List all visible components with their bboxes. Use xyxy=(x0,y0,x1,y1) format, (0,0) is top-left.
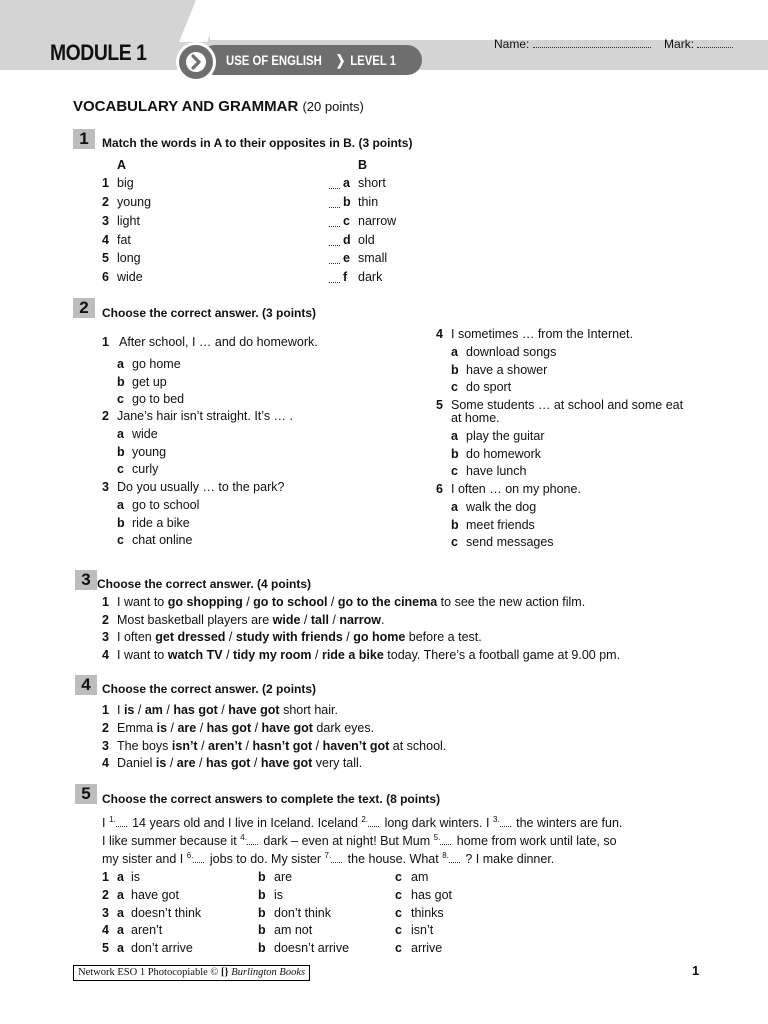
choice-option[interactable]: ride a bike xyxy=(321,648,384,662)
option-letter: c xyxy=(395,906,402,920)
sentence-text: Daniel xyxy=(117,756,156,770)
option-text[interactable]: have a shower xyxy=(466,362,548,377)
choice-option[interactable]: are xyxy=(177,721,197,735)
choice-option[interactable]: narrow xyxy=(339,613,382,627)
exercise-instruction: Match the words in A to their opposites in B. (3 points) xyxy=(102,136,413,150)
section-title-text: VOCABULARY AND GRAMMAR xyxy=(73,98,299,115)
gap-blank[interactable] xyxy=(440,834,451,845)
column-a-header: A xyxy=(117,158,127,172)
text-seg: 14 years old and I live in Iceland. Iceland xyxy=(128,816,362,831)
separator: / xyxy=(311,648,322,662)
choice-option[interactable]: tidy my room xyxy=(233,648,312,662)
question-text: Some students … at school and some eat xyxy=(451,398,684,412)
option-letter: c xyxy=(451,464,458,478)
module-title: MODULE 1 xyxy=(50,40,147,65)
item-letter: a xyxy=(343,176,350,190)
option-letter: c xyxy=(395,870,402,884)
option-text[interactable]: is xyxy=(131,870,141,884)
option-text[interactable]: get up xyxy=(132,374,167,389)
text-seg: ? I make dinner. xyxy=(461,852,555,867)
choice-option[interactable]: go to the cinema xyxy=(337,595,438,609)
text-seg: the house. What xyxy=(344,852,443,867)
option-text[interactable]: is xyxy=(274,888,284,902)
gap-number: 3. xyxy=(492,815,500,824)
separator: / xyxy=(312,739,323,753)
choice-option[interactable]: is xyxy=(123,703,135,717)
burlington-logo-icon: [} xyxy=(221,967,229,978)
gap-blank[interactable] xyxy=(116,816,127,827)
option-text[interactable]: meet friends xyxy=(466,517,535,532)
answer-blank[interactable] xyxy=(329,253,340,264)
separator: / xyxy=(342,630,354,644)
name-field[interactable] xyxy=(533,37,651,48)
exercise-instruction: Choose the correct answer. (2 points) xyxy=(102,682,317,696)
choice-option[interactable]: are xyxy=(176,756,196,770)
sentence xyxy=(117,630,482,644)
choice-option[interactable]: wide xyxy=(272,613,301,627)
choice-option[interactable]: is xyxy=(156,721,168,735)
item-number: 1 xyxy=(102,595,109,609)
sentence-text: Emma xyxy=(117,721,157,735)
question-number: 2 xyxy=(102,409,109,423)
sentence-text: dark eyes. xyxy=(312,721,375,735)
separator: / xyxy=(222,648,234,662)
question-number: 5 xyxy=(436,398,443,412)
item-number: 4 xyxy=(102,756,109,770)
section-title xyxy=(73,98,364,115)
option-letter: a xyxy=(117,498,124,512)
option-letter: c xyxy=(451,380,458,394)
option-letter: a xyxy=(117,870,124,884)
separator: / xyxy=(134,703,145,717)
banner-text: USE OF ENGLISH xyxy=(226,52,322,68)
option-letter: b xyxy=(451,517,459,532)
gap-blank[interactable] xyxy=(193,852,204,863)
choice-option[interactable]: aren’t xyxy=(208,739,243,753)
gap-number: 2. xyxy=(361,815,369,824)
answer-blank[interactable] xyxy=(329,235,340,246)
separator: / xyxy=(166,756,177,770)
separator: / xyxy=(196,721,207,735)
item-number: 1 xyxy=(102,176,109,190)
option-letter: a xyxy=(117,941,124,955)
option-text[interactable]: go home xyxy=(132,357,181,371)
choice-option[interactable]: have got xyxy=(228,703,280,717)
header-white-area xyxy=(210,0,768,40)
option-letter: b xyxy=(117,374,125,389)
option-text[interactable]: walk the dog xyxy=(466,500,537,514)
choice-option[interactable]: study with friends xyxy=(235,630,343,644)
option-letter: a xyxy=(451,345,458,359)
gap-blank[interactable] xyxy=(368,816,379,827)
option-letter: c xyxy=(395,923,402,937)
footer-text: Network ESO 1 Photocopiable © xyxy=(78,967,222,978)
page-number: 1 xyxy=(692,963,700,978)
option-letter: a xyxy=(451,500,458,514)
exercise-instruction: Choose the correct answer. (4 points) xyxy=(97,577,312,591)
chevron-right-icon: ❯ xyxy=(335,52,346,68)
choice-option[interactable]: have got xyxy=(260,756,313,770)
exercise-number: 2 xyxy=(73,298,95,318)
item-number: 2 xyxy=(102,721,109,735)
option-letter: c xyxy=(395,888,402,902)
sentence xyxy=(117,595,585,609)
sentence-text: at school. xyxy=(389,739,447,753)
separator: / xyxy=(167,721,178,735)
word-b: narrow xyxy=(358,214,397,228)
separator: / xyxy=(242,595,254,609)
question-number: 6 xyxy=(436,482,443,496)
sentence-text: Most basketball players are xyxy=(117,613,273,627)
option-letter: c xyxy=(395,941,402,955)
sentence xyxy=(117,756,362,770)
option-text[interactable]: isn’t xyxy=(411,923,434,937)
question-text: After school, I … and do homework. xyxy=(119,335,318,349)
option-text[interactable]: are xyxy=(274,870,293,884)
answer-blank[interactable] xyxy=(329,178,340,189)
gap-blank[interactable] xyxy=(247,834,258,845)
question-text: at home. xyxy=(451,411,500,425)
choice-option[interactable]: has got xyxy=(173,703,218,717)
text-seg: I xyxy=(102,816,109,831)
footer-brand: Burlington Books xyxy=(231,967,306,978)
item-number: 2 xyxy=(102,888,109,902)
separator: / xyxy=(225,630,236,644)
option-letter: a xyxy=(451,429,458,443)
exercise-number: 4 xyxy=(75,675,97,695)
exercise-instruction: Choose the correct answers to complete the text. (8 points) xyxy=(102,792,441,806)
option-letter: b xyxy=(258,870,266,884)
separator: / xyxy=(251,721,262,735)
separator: / xyxy=(162,703,174,717)
choice-option[interactable]: hasn’t got xyxy=(252,739,313,753)
item-letter: e xyxy=(343,251,350,265)
item-letter: c xyxy=(343,214,350,228)
gap-blank[interactable] xyxy=(500,816,511,827)
text-seg: home from work until late, so xyxy=(453,834,617,849)
mark-label: Mark: xyxy=(664,37,695,51)
option-text[interactable]: young xyxy=(132,444,167,459)
separator: / xyxy=(300,613,311,627)
sentence-text: today. There’s a football game at 9.00 pm. xyxy=(383,648,621,662)
choice-option[interactable]: isn’t xyxy=(171,739,198,753)
item-number: 6 xyxy=(102,270,109,284)
word-a: big xyxy=(117,176,134,190)
separator: / xyxy=(328,613,340,627)
option-letter: c xyxy=(451,535,458,549)
item-number: 3 xyxy=(102,906,109,920)
item-number: 3 xyxy=(102,739,109,753)
item-letter: d xyxy=(343,233,351,247)
option-text[interactable]: do homework xyxy=(466,446,542,461)
option-text[interactable]: go to school xyxy=(132,498,200,512)
question-text: Do you usually … to the park? xyxy=(117,480,285,494)
question-text: I sometimes … from the Internet. xyxy=(451,327,634,341)
sentence-text: I xyxy=(117,703,124,717)
exercise-number: 3 xyxy=(75,570,97,590)
option-letter: b xyxy=(451,362,459,377)
column-b-header: B xyxy=(358,158,368,172)
exercise-instruction: Choose the correct answer. (3 points) xyxy=(102,306,317,320)
text-seg: the winters are fun. xyxy=(512,816,623,831)
option-text[interactable]: aren’t xyxy=(131,923,163,937)
gap-blank[interactable] xyxy=(331,852,342,863)
level-text: LEVEL 1 xyxy=(349,52,396,68)
gap-number: 4. xyxy=(240,833,247,842)
word-b: dark xyxy=(358,270,383,284)
choice-option[interactable]: haven’t got xyxy=(322,739,390,753)
choice-option[interactable]: go to school xyxy=(253,595,328,609)
sentence xyxy=(117,721,374,735)
option-text[interactable]: play the guitar xyxy=(466,429,545,443)
choice-option[interactable]: go shopping xyxy=(167,595,243,609)
item-number: 5 xyxy=(102,251,109,265)
text-seg: I like summer because it xyxy=(102,834,241,849)
item-number: 5 xyxy=(102,941,109,955)
option-letter: b xyxy=(451,446,459,461)
choice-option[interactable]: go home xyxy=(353,630,406,644)
chevron-circle-icon xyxy=(176,42,216,82)
word-a: long xyxy=(117,251,141,265)
question-text: I often … on my phone. xyxy=(451,482,581,496)
text-line-1 xyxy=(102,815,622,830)
name-label: Name: xyxy=(494,37,530,51)
option-text[interactable]: wide xyxy=(132,427,158,441)
question-text: Jane’s hair isn’t straight. It’s … . xyxy=(117,409,294,423)
option-text[interactable]: doesn’t think xyxy=(131,906,202,920)
item-number: 2 xyxy=(102,613,109,627)
separator: / xyxy=(197,739,209,753)
item-number: 4 xyxy=(102,648,109,662)
text-seg: my sister and I xyxy=(102,852,187,867)
choice-option[interactable]: watch TV xyxy=(167,648,223,662)
option-letter: b xyxy=(117,444,125,459)
answer-blank[interactable] xyxy=(329,197,340,208)
item-number: 1 xyxy=(102,703,109,717)
exercise-number: 1 xyxy=(73,129,95,149)
word-a: fat xyxy=(117,233,131,247)
sentence-text: very tall. xyxy=(312,756,363,770)
option-letter: c xyxy=(117,533,124,547)
level-banner xyxy=(200,45,422,75)
sentence xyxy=(117,613,385,627)
sentence-text: The boys xyxy=(117,739,172,753)
option-text[interactable]: go to bed xyxy=(132,392,185,406)
sentence-text: before a test. xyxy=(405,630,482,644)
option-letter: a xyxy=(117,427,124,441)
answer-blank[interactable] xyxy=(329,216,340,227)
option-text[interactable]: thinks xyxy=(411,906,444,920)
sentence xyxy=(117,703,338,717)
option-text[interactable]: ride a bike xyxy=(132,515,190,530)
footer-copyright xyxy=(73,965,310,981)
choice-option[interactable]: am xyxy=(144,703,163,717)
choice-option[interactable]: tall xyxy=(310,613,329,627)
option-text[interactable]: doesn’t arrive xyxy=(274,941,350,955)
option-text[interactable]: don’t arrive xyxy=(131,941,193,955)
option-text[interactable]: do sport xyxy=(466,380,512,394)
option-letter: c xyxy=(117,392,124,406)
item-number: 3 xyxy=(102,214,109,228)
mark-field[interactable] xyxy=(697,37,733,48)
option-text[interactable]: chat online xyxy=(132,533,193,547)
item-letter: f xyxy=(343,270,348,284)
option-text[interactable]: download songs xyxy=(466,345,557,359)
option-letter: a xyxy=(117,906,124,920)
separator: / xyxy=(327,595,338,609)
choice-option[interactable]: has got xyxy=(206,721,252,735)
option-text[interactable]: am xyxy=(411,870,429,884)
option-text[interactable]: has got xyxy=(411,888,453,902)
option-letter: b xyxy=(258,923,266,937)
sentence-text: short hair. xyxy=(279,703,338,717)
word-a: young xyxy=(117,195,152,209)
sentence-text: to see the new action film. xyxy=(437,595,586,609)
choice-option[interactable]: have got xyxy=(261,721,313,735)
option-text[interactable]: don’t think xyxy=(274,906,331,920)
choice-option[interactable]: is xyxy=(155,756,167,770)
text-seg: long dark winters. I xyxy=(381,816,493,831)
separator: / xyxy=(250,756,261,770)
option-letter: a xyxy=(117,923,124,937)
option-letter: a xyxy=(117,888,124,902)
exercise-number: 5 xyxy=(75,784,97,804)
word-b: short xyxy=(358,176,386,190)
sentence xyxy=(117,648,620,662)
gap-number: 5. xyxy=(433,833,441,842)
name-mark-fields xyxy=(494,37,733,51)
item-number: 1 xyxy=(102,870,109,884)
separator: / xyxy=(217,703,229,717)
option-text[interactable]: have got xyxy=(131,888,179,902)
word-b: thin xyxy=(358,195,379,209)
choice-option[interactable]: get dressed xyxy=(155,630,226,644)
gap-blank[interactable] xyxy=(449,852,460,863)
question-number: 3 xyxy=(102,480,109,494)
item-number: 2 xyxy=(102,195,109,209)
option-text[interactable]: am not xyxy=(274,923,313,937)
sentence xyxy=(117,739,446,753)
option-text[interactable]: have lunch xyxy=(466,464,527,478)
option-letter: b xyxy=(258,888,266,902)
item-letter: b xyxy=(343,195,351,209)
text-line-3 xyxy=(102,851,554,866)
option-letter: b xyxy=(258,906,266,920)
choice-option[interactable]: has got xyxy=(205,756,251,770)
text-seg: jobs to do. My sister xyxy=(206,852,325,867)
word-b: old xyxy=(358,233,375,247)
text-seg: dark – even at night! But Mum xyxy=(259,834,434,849)
gap-number: 8. xyxy=(442,851,449,860)
gap-number: 1. xyxy=(108,815,116,824)
option-letter: c xyxy=(117,462,124,476)
option-letter: b xyxy=(117,515,125,530)
option-text[interactable]: send messages xyxy=(466,535,554,549)
option-letter: a xyxy=(117,357,124,371)
word-a: wide xyxy=(117,270,143,284)
sentence-text: . xyxy=(381,613,385,627)
question-number: 1 xyxy=(102,335,109,349)
word-b: small xyxy=(358,251,388,265)
question-number: 4 xyxy=(436,327,443,341)
sentence-text: I want to xyxy=(117,648,168,662)
gap-number: 6. xyxy=(186,851,194,860)
section-points: (20 points) xyxy=(302,99,364,114)
gap-number: 7. xyxy=(324,851,332,860)
separator: / xyxy=(242,739,253,753)
option-text[interactable]: curly xyxy=(132,462,159,476)
option-letter: b xyxy=(258,941,266,955)
answer-blank[interactable] xyxy=(329,272,340,283)
sentence-text: I often xyxy=(117,630,156,644)
sentence-text: I want to xyxy=(117,595,168,609)
text-line-2 xyxy=(102,833,617,848)
separator: / xyxy=(195,756,206,770)
option-text[interactable]: arrive xyxy=(411,941,443,955)
item-number: 4 xyxy=(102,233,109,247)
item-number: 3 xyxy=(102,630,109,644)
word-a: light xyxy=(117,214,140,228)
item-number: 4 xyxy=(102,923,109,937)
